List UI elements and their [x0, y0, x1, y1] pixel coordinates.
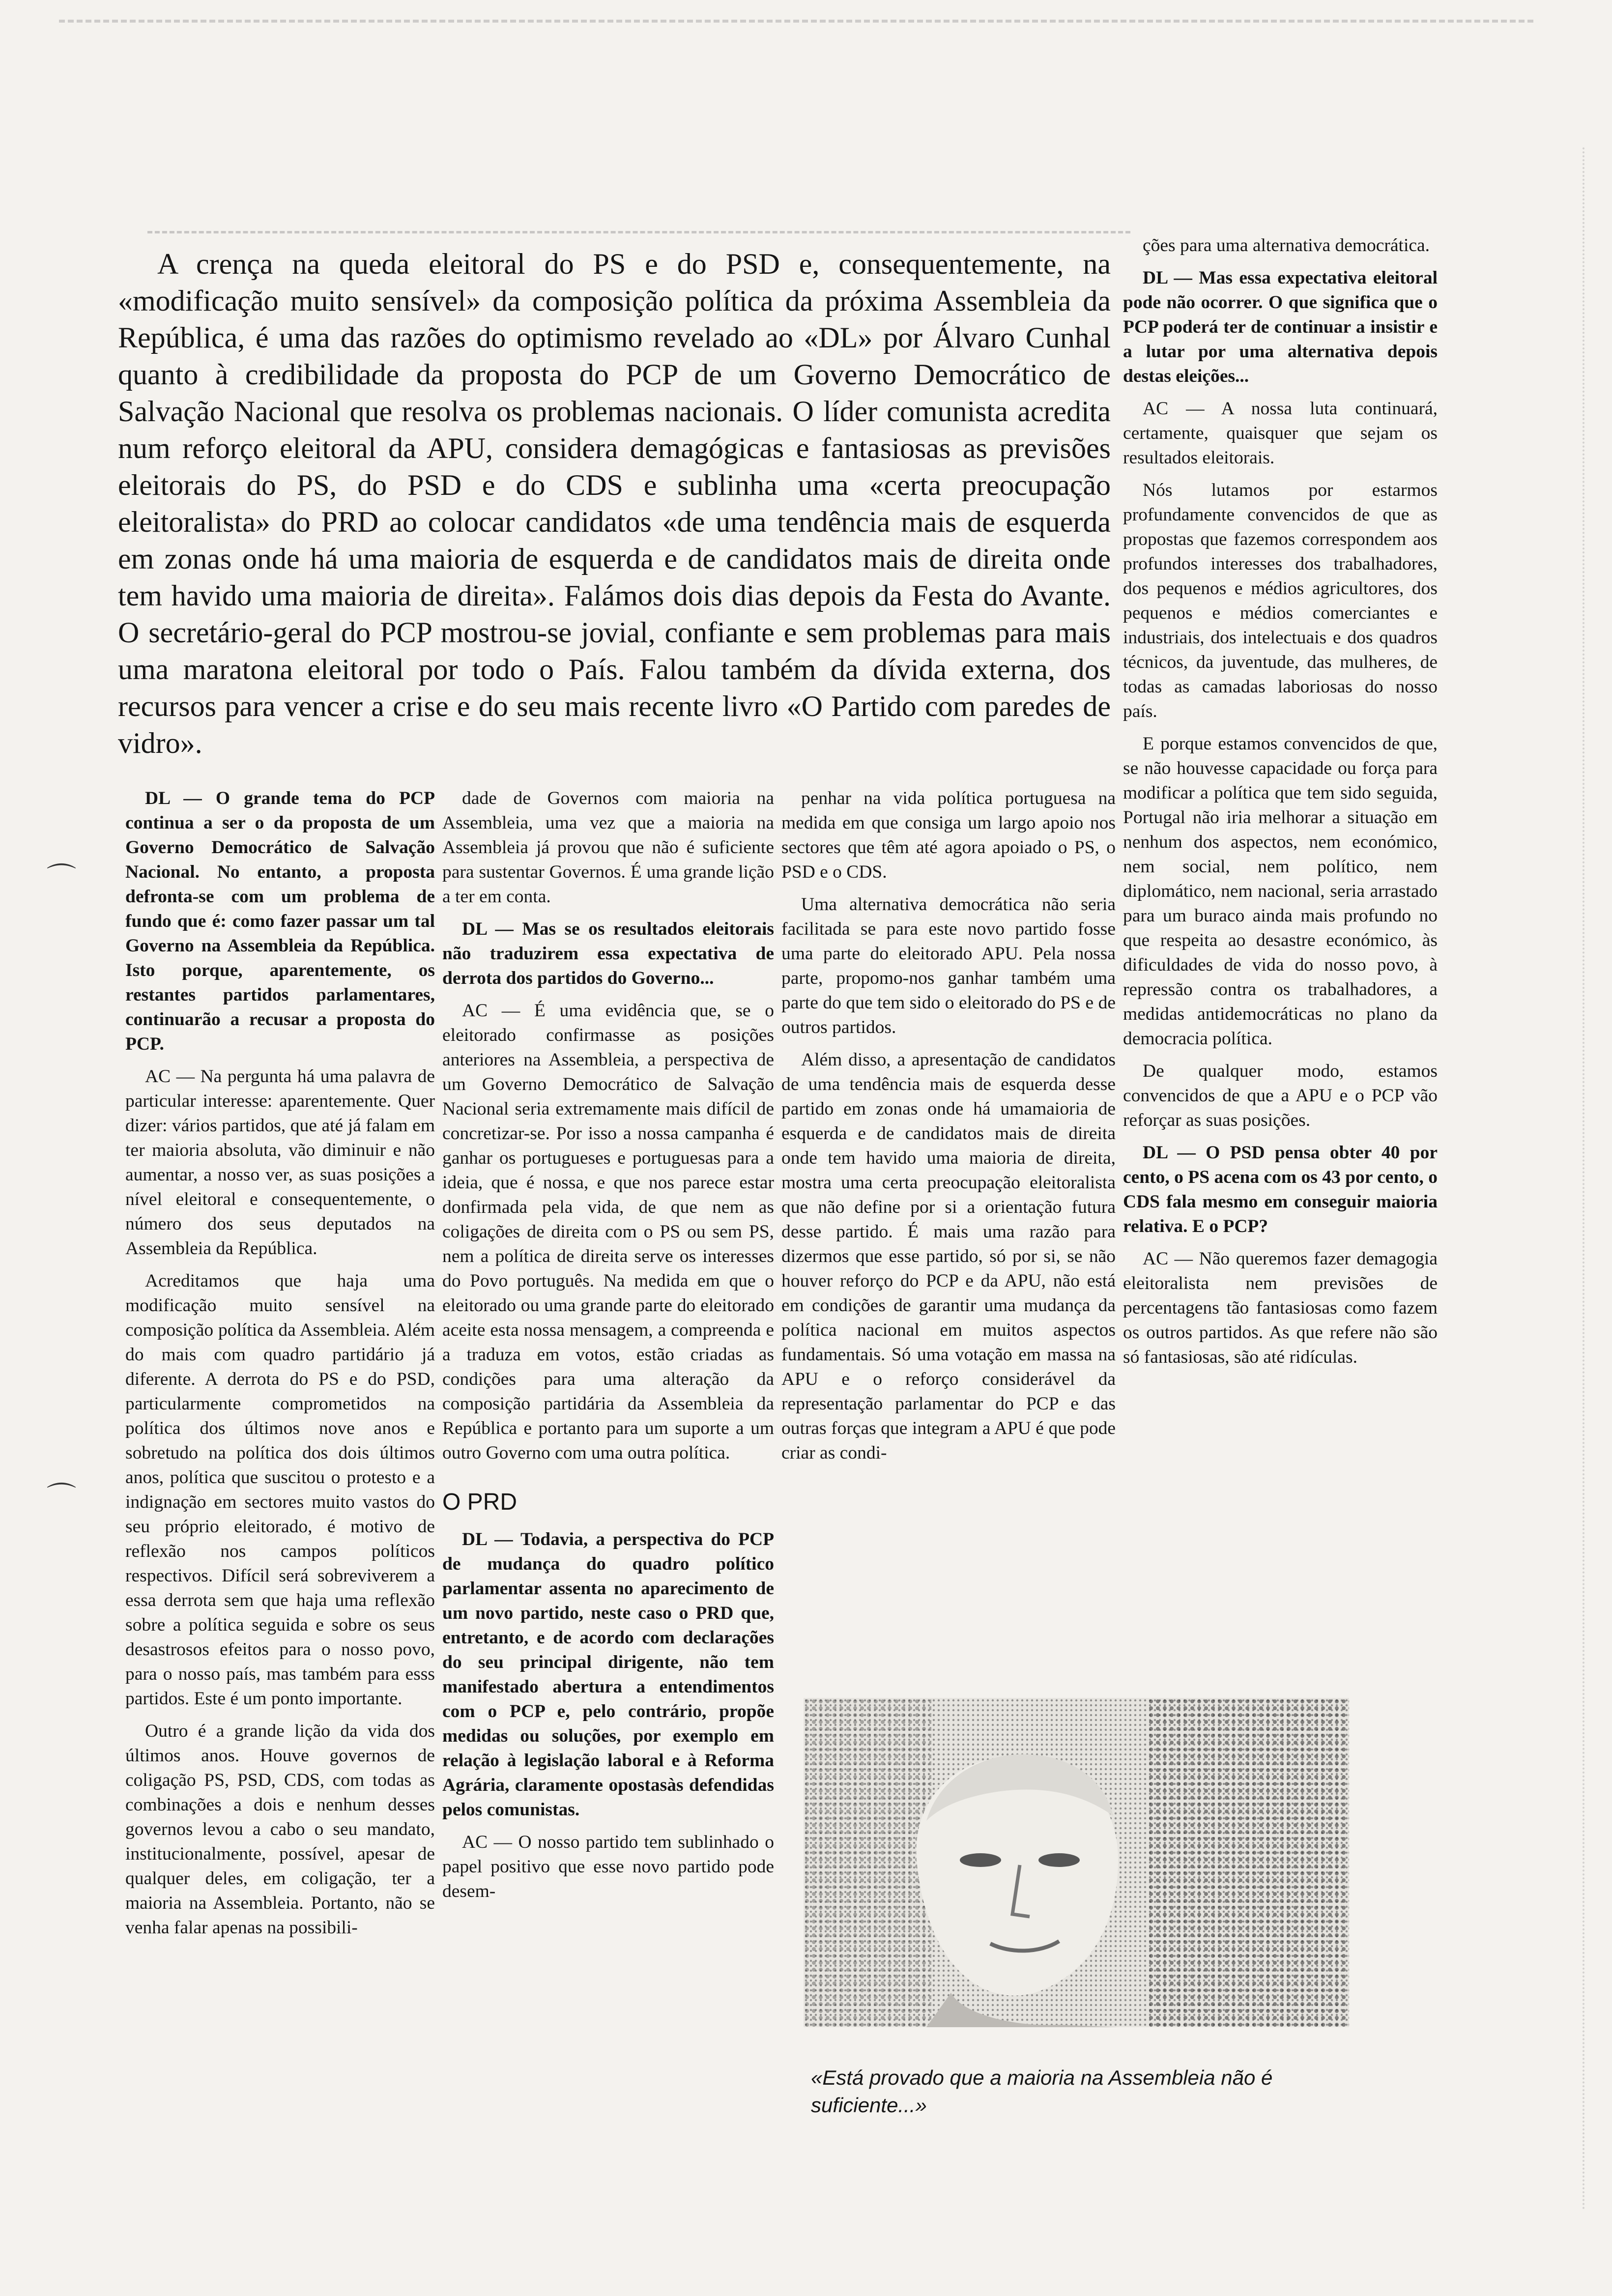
- article-column-4: [1123, 233, 1438, 1703]
- interview-question: DL — O grande tema do PCP continua a ser o da proposta de um Governo Democrático de Salvação Nacional. No entanto, a proposta defronta-se com um problema de fundo que é: como fazer passar um tal Governo na Assembleia da República. Isto porque, aparentemente, os restantes partidos parlamentares, continuarão a recusar a proposta do PCP.: [125, 788, 435, 1054]
- interview-question: DL — Todavia, a perspectiva do PCP de mudança do quadro político parlamentar assenta no aparecimento de um novo partido, neste caso o PRD que, entretanto, e de acordo com declarações do seu principal dirigente, não tem manifestado abertura a entendimentos com o PCP e, pelo contrário, propõe medidas ou soluções, por exemplo em relação à legislação laboral e à Reforma Agrária, claramente opostasàs defendidas pelos comunistas.: [442, 1529, 774, 1820]
- article-paragraph: De qualquer modo, estamos convencidos de que a APU e o PCP vão reforçar as suas posições.: [1123, 1061, 1438, 1130]
- photo-caption: «Está provado que a maioria na Assembleia não é suficiente...»: [811, 2066, 1273, 2117]
- interview-answer: AC — A nossa luta continuará, certamente, quaisquer que sejam os resultados eleitorais.: [1123, 399, 1438, 468]
- scan-noise-rule: [147, 231, 1130, 243]
- interview-answer: AC — Na pergunta há uma palavra de particular interesse: aparentemente. Quer dizer: vários partidos, que até já falam em ter maioria absoluta, vão diminuir e não aumentar, a nosso ver, as suas posições a nível eleitoral e consequentemente, o número dos seus deputados na Assembleia da República.: [125, 1066, 435, 1259]
- interview-answer: AC — É uma evidência que, se o eleitorado confirmasse as posições anteriores na Assembleia, a perspectiva de um Governo Democrático de Salvação Nacional seria extremamente mais difícil de concretizar-se. Por isso a nossa campanha é ganhar os portugueses e portuguesas para a ideia, que é nossa, e que nos parece estar donfirmada pela vida, de que nem as coligações de direita com o PS ou sem PS, nem a política de direita serve os interesses do Povo português. Na medida em que o eleitorado ou uma grande parte do eleitorado aceite esta nossa mensagem, a compreenda e a traduza em votos, estão criadas as condições para uma alteração da composição partidária da Assembleia da República e portanto para um suporte a um outro Governo com uma outra política.: [442, 1001, 774, 1463]
- article-paragraph: Acreditamos que haja uma modificação muito sensível na composição política da Assembleia. Além do mais com quadro partidário já diferente. A derrota do PS e do PSD, particularmente comprometidos na política dos últimos nove anos e sobretudo na política dos dois últimos anos, política que suscitou o protesto e a indignação em sectores muito vastos do seu próprio eleitorado, é motivo de reflexão nos campos políticos respectivos. Difícil será sobreviverem a essa derrota sem que haja uma reflexão sobre a política seguida e sobre os seus desastrosos efeitos para o nosso povo, para o nosso país, mas também para esss partidos. Este é um ponto importante.: [125, 1271, 435, 1709]
- interview-answer: AC — Não queremos fazer demagogia eleitoralista nem previsões de percentagens tão fantasiosas como fazem os outros partidos. As que refere não são só fantasiosas, são até ridículas.: [1123, 1249, 1438, 1367]
- lead-text: A crença na queda eleitoral do PS e do PSD e, consequentemente, na «modificação muito sensível» da composição política da próxima Assembleia da República, é uma das razões do optimismo revelado ao «DL» por Álvaro Cunhal quanto à credibilidade da proposta do PCP de um Governo Democrático de Salvação Nacional que resolva os problemas nacionais. O líder comunista acredita num reforço eleitoral da APU, considera demagógicas e fantasiosas as previsões eleitorais do PS, do PSD e do CDS e sublinha uma «certa preocupação eleitoralista» do PRD ao colocar candidatos «de uma tendência mais de esquerda em zonas onde há uma maioria de esquerda e de candidatos mais de direita onde tem havido uma maioria de direita». Falámos dois dias depois da Festa do Avante. O secretário-geral do PCP mostrou-se jovial, confiante e sem problemas para mais uma maratona eleitoral por todo o País. Falou também da dívida externa, dos recursos para vencer a crise e do seu mais recente livro «O Partido com paredes de vidro».: [118, 248, 1111, 759]
- article-paragraph: Além disso, a apresentação de candidatos de uma tendência mais de esquerda desse partido em zonas onde há umamaioria de esquerda e de candidatos mais de direita onde tem havido uma maioria de direita, mostra uma certa preocupação eleitoralista que não define por si a orientação futura desse partido. É mais uma razão para dizermos que esse partido, só por si, se não houver reforço do PCP e da APU, não está em condições de garantir uma mudança da política nacional em muitos aspectos fundamentais. Só uma votação em massa na APU e o reforço considerável da representação parlamentar do PCP e das outras forças que integram a APU é que pode criar as condi-: [781, 1050, 1116, 1463]
- article-column-2: [442, 786, 774, 2211]
- section-subheading: O PRD: [442, 1489, 518, 1515]
- portrait-image-icon: [804, 1698, 1349, 2027]
- interview-answer: AC — O nosso partido tem sublinhado o papel positivo que esse novo partido pode desem-: [442, 1832, 774, 1901]
- interview-question: DL — Mas essa expectativa eleitoral pode não ocorrer. O que significa que o PCP poderá ter de continuar a insistir e a lutar por uma alternativa depois destas eleições...: [1123, 268, 1438, 386]
- article-paragraph: penhar na vida política portuguesa na medida em que consiga um largo apoio nos sectores que têm até agora apoiado o PS, o PSD e o CDS.: [781, 788, 1116, 882]
- margin-mark-icon: ⌒: [47, 861, 76, 896]
- article-paragraph: Nós lutamos por estarmos profundamente convencidos de que as propostas que fazemos correspondem aos profundos interesses dos trabalhadores, dos pequenos e médios agricultores, dos pequenos e médios comerciantes e industriais, dos intelectuais e dos quadros técnicos, da juventude, das mulheres, de todas as camadas laboriosas do nosso país.: [1123, 480, 1438, 721]
- article-paragraph: E porque estamos convencidos de que, se não houvesse capacidade ou força para modificar a política que tem sido seguida, Portugal não iria melhorar a situação em nenhum dos aspectos, nem económico, nem social, nem político, nem diplomático, nem nacional, seria arrastado para um buraco ainda mais profundo no que respeita ao desastre económico, às dificuldades de vida do nosso povo, à repressão contra os trabalhadores, a medidas antidemocráticas no plano da democracia política.: [1123, 734, 1438, 1049]
- interview-question: DL — Mas se os resultados eleitorais não traduzirem essa expectativa de derrota dos partidos do Governo...: [442, 919, 774, 988]
- article-column-3: [781, 786, 1116, 1691]
- article-paragraph: Outro é a grande lição da vida dos últimos anos. Houve governos de coligação PS, PSD, CDS, com todas as combinações a dois e nenhum desses governos levou a cabo o seu mandato, institucionalmente, possível, apesar de qualquer deles, em coligação, ter a maioria na Assembleia. Portanto, não se venha falar apenas na possibili-: [125, 1721, 435, 1938]
- article-paragraph: ções para uma alternativa democrática.: [1143, 235, 1430, 256]
- scan-noise-top: [59, 20, 1533, 42]
- lead-paragraph: [118, 246, 1111, 796]
- interview-question: DL — O PSD pensa obter 40 por cento, o PS acena com os 43 por cento, o CDS fala mesmo em conseguir maioria relativa. E o PCP?: [1123, 1143, 1438, 1236]
- scan-noise-right-edge: [1583, 147, 1588, 2211]
- article-paragraph: Uma alternativa democrática não seria facilitada se para este novo partido fosse uma parte do eleitorado APU. Pela nossa parte, propomo-nos ganhar também uma parte do que tem sido o eleitorado do PS e de outros partidos.: [781, 894, 1116, 1037]
- article-column-1: [125, 786, 435, 2261]
- margin-mark-icon: ⌒: [47, 1481, 76, 1515]
- article-paragraph: dade de Governos com maioria na Assembleia, uma vez que a maioria na Assembleia já provou que não é suficiente para sustentar Governos. É uma grande lição a ter em conta.: [442, 788, 774, 907]
- portrait-photo: [804, 1698, 1349, 2027]
